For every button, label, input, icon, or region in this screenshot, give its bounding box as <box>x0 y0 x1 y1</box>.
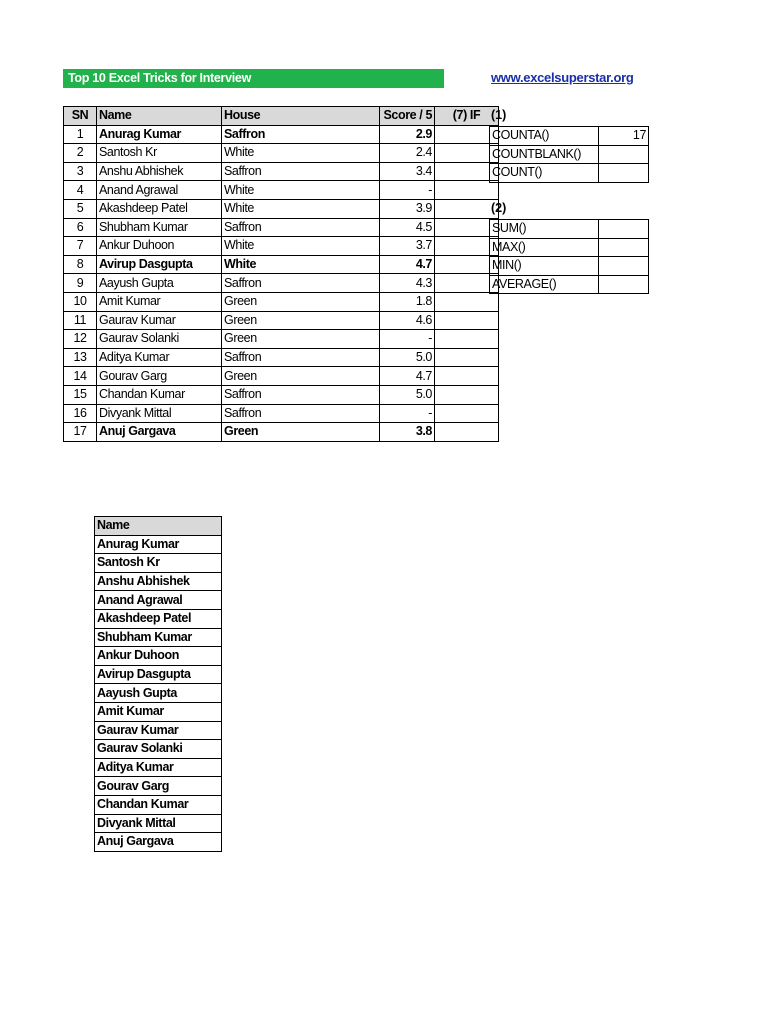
section-2-label: (2) <box>491 201 507 215</box>
function-name-cell[interactable]: COUNT() <box>490 164 599 183</box>
table-row <box>64 181 499 200</box>
score-cell[interactable]: 5.0 <box>380 348 435 367</box>
function-row <box>490 145 649 164</box>
sn-cell[interactable]: 7 <box>64 237 97 256</box>
if-cell[interactable] <box>435 330 499 349</box>
list-item <box>95 684 222 703</box>
if-cell[interactable] <box>435 423 499 442</box>
math-functions-table <box>489 219 649 294</box>
header-score[interactable]: Score / 5 <box>380 107 435 126</box>
table-row <box>64 404 499 423</box>
sn-cell[interactable]: 17 <box>64 423 97 442</box>
function-name-cell[interactable]: COUNTBLANK() <box>490 145 599 164</box>
function-row <box>490 275 649 294</box>
name-cell[interactable]: Amit Kumar <box>97 292 222 311</box>
if-cell[interactable] <box>435 348 499 367</box>
list-item <box>95 591 222 610</box>
list-item <box>95 554 222 573</box>
table-row <box>64 125 499 144</box>
name-cell[interactable]: Gourav Garg <box>97 367 222 386</box>
name-list-cell[interactable]: Gaurav Kumar <box>95 721 222 740</box>
table-row <box>64 237 499 256</box>
sn-cell[interactable]: 5 <box>64 199 97 218</box>
name-list-cell[interactable]: Akashdeep Patel <box>95 609 222 628</box>
sn-cell[interactable]: 16 <box>64 404 97 423</box>
sheet-title: Top 10 Excel Tricks for Interview <box>63 69 444 88</box>
house-cell[interactable]: Saffron <box>222 125 380 144</box>
name-list-cell[interactable]: Aayush Gupta <box>95 684 222 703</box>
if-cell[interactable] <box>435 367 499 386</box>
names-header[interactable]: Name <box>95 517 222 536</box>
score-cell[interactable]: 3.7 <box>380 237 435 256</box>
function-row <box>490 238 649 257</box>
website-link[interactable]: www.excelsuperstar.org <box>491 70 634 85</box>
name-cell[interactable]: Avirup Dasgupta <box>97 255 222 274</box>
count-functions-table <box>489 126 649 183</box>
house-cell[interactable]: Green <box>222 311 380 330</box>
name-cell[interactable]: Divyank Mittal <box>97 404 222 423</box>
names-header-row <box>95 517 222 536</box>
sn-cell[interactable]: 15 <box>64 385 97 404</box>
table-row <box>64 292 499 311</box>
list-item <box>95 814 222 833</box>
sn-cell[interactable]: 6 <box>64 218 97 237</box>
function-row <box>490 127 649 146</box>
name-list-cell[interactable]: Divyank Mittal <box>95 814 222 833</box>
list-item <box>95 758 222 777</box>
list-item <box>95 702 222 721</box>
score-cell[interactable]: - <box>380 330 435 349</box>
score-cell[interactable]: 4.7 <box>380 255 435 274</box>
score-cell[interactable]: 4.6 <box>380 311 435 330</box>
house-cell[interactable]: Saffron <box>222 218 380 237</box>
name-cell[interactable]: Aayush Gupta <box>97 274 222 293</box>
name-list-cell[interactable]: Anuj Gargava <box>95 833 222 852</box>
sn-cell[interactable]: 9 <box>64 274 97 293</box>
house-cell[interactable]: White <box>222 199 380 218</box>
function-value-cell[interactable] <box>599 238 649 257</box>
name-cell[interactable]: Anand Agrawal <box>97 181 222 200</box>
house-cell[interactable]: Green <box>222 367 380 386</box>
list-item <box>95 795 222 814</box>
function-value-cell[interactable] <box>599 220 649 239</box>
sn-cell[interactable]: 10 <box>64 292 97 311</box>
score-cell[interactable]: 4.5 <box>380 218 435 237</box>
sn-cell[interactable]: 13 <box>64 348 97 367</box>
function-name-cell[interactable]: SUM() <box>490 220 599 239</box>
table-row <box>64 255 499 274</box>
name-cell[interactable]: Santosh Kr <box>97 144 222 163</box>
score-cell[interactable]: 4.7 <box>380 367 435 386</box>
function-value-cell[interactable] <box>599 257 649 276</box>
sn-cell[interactable]: 3 <box>64 162 97 181</box>
table-header-row <box>64 107 499 126</box>
list-item <box>95 572 222 591</box>
score-cell[interactable]: 2.9 <box>380 125 435 144</box>
name-list-cell[interactable]: Anand Agrawal <box>95 591 222 610</box>
house-cell[interactable]: Green <box>222 423 380 442</box>
table-row <box>64 348 499 367</box>
score-cell[interactable]: - <box>380 404 435 423</box>
header-name[interactable]: Name <box>97 107 222 126</box>
list-item <box>95 833 222 852</box>
name-list-cell[interactable]: Anshu Abhishek <box>95 572 222 591</box>
function-value-cell[interactable] <box>599 164 649 183</box>
if-cell[interactable] <box>435 311 499 330</box>
list-item <box>95 609 222 628</box>
name-cell[interactable]: Ankur Duhoon <box>97 237 222 256</box>
house-cell[interactable]: Saffron <box>222 274 380 293</box>
house-cell[interactable]: Saffron <box>222 348 380 367</box>
sn-cell[interactable]: 14 <box>64 367 97 386</box>
name-list-cell[interactable]: Chandan Kumar <box>95 795 222 814</box>
sn-cell[interactable]: 11 <box>64 311 97 330</box>
list-item <box>95 740 222 759</box>
house-cell[interactable]: Saffron <box>222 385 380 404</box>
sn-cell[interactable]: 8 <box>64 255 97 274</box>
table-row <box>64 423 499 442</box>
name-cell[interactable]: Akashdeep Patel <box>97 199 222 218</box>
section-1-label: (1) <box>491 108 507 122</box>
name-cell[interactable]: Anurag Kumar <box>97 125 222 144</box>
house-cell[interactable]: Saffron <box>222 404 380 423</box>
name-cell[interactable]: Anuj Gargava <box>97 423 222 442</box>
name-cell[interactable]: Shubham Kumar <box>97 218 222 237</box>
house-cell[interactable]: Green <box>222 292 380 311</box>
score-cell[interactable]: 5.0 <box>380 385 435 404</box>
sn-cell[interactable]: 12 <box>64 330 97 349</box>
header-house[interactable]: House <box>222 107 380 126</box>
function-name-cell[interactable]: MIN() <box>490 257 599 276</box>
house-cell[interactable]: White <box>222 181 380 200</box>
function-row <box>490 220 649 239</box>
function-row <box>490 257 649 276</box>
if-cell[interactable] <box>435 181 499 200</box>
header-sn[interactable]: SN <box>64 107 97 126</box>
list-item <box>95 721 222 740</box>
if-cell[interactable] <box>435 292 499 311</box>
list-item <box>95 665 222 684</box>
name-list-cell[interactable]: Ankur Duhoon <box>95 647 222 666</box>
name-list-cell[interactable]: Santosh Kr <box>95 554 222 573</box>
name-list-cell[interactable]: Avirup Dasgupta <box>95 665 222 684</box>
table-row <box>64 367 499 386</box>
score-cell[interactable]: 3.4 <box>380 162 435 181</box>
if-cell[interactable] <box>435 199 499 218</box>
house-cell[interactable]: White <box>222 255 380 274</box>
house-cell[interactable]: White <box>222 237 380 256</box>
name-cell[interactable]: Aditya Kumar <box>97 348 222 367</box>
table-row <box>64 199 499 218</box>
table-row <box>64 274 499 293</box>
function-value-cell[interactable] <box>599 145 649 164</box>
function-name-cell[interactable]: COUNTA() <box>490 127 599 146</box>
table-row <box>64 218 499 237</box>
table-row <box>64 385 499 404</box>
function-value-cell[interactable] <box>599 275 649 294</box>
sn-cell[interactable]: 1 <box>64 125 97 144</box>
name-cell[interactable]: Gaurav Kumar <box>97 311 222 330</box>
name-list-cell[interactable]: Gourav Garg <box>95 777 222 796</box>
house-cell[interactable]: Saffron <box>222 162 380 181</box>
score-cell[interactable]: 4.3 <box>380 274 435 293</box>
name-cell[interactable]: Gaurav Solanki <box>97 330 222 349</box>
sn-cell[interactable]: 4 <box>64 181 97 200</box>
name-list-cell[interactable]: Amit Kumar <box>95 702 222 721</box>
list-item <box>95 647 222 666</box>
name-list-cell[interactable]: Anurag Kumar <box>95 535 222 554</box>
if-cell[interactable] <box>435 404 499 423</box>
function-row <box>490 164 649 183</box>
list-item <box>95 628 222 647</box>
table-row <box>64 162 499 181</box>
function-value-cell[interactable]: 17 <box>599 127 649 146</box>
table-row <box>64 330 499 349</box>
name-list-cell[interactable]: Gaurav Solanki <box>95 740 222 759</box>
names-table <box>94 516 222 852</box>
name-cell[interactable]: Chandan Kumar <box>97 385 222 404</box>
header-if[interactable]: (7) IF <box>435 107 499 126</box>
score-cell[interactable]: - <box>380 181 435 200</box>
function-name-cell[interactable]: AVERAGE() <box>490 275 599 294</box>
if-cell[interactable] <box>435 385 499 404</box>
score-cell[interactable]: 3.9 <box>380 199 435 218</box>
sn-cell[interactable]: 2 <box>64 144 97 163</box>
list-item <box>95 777 222 796</box>
table-row <box>64 144 499 163</box>
house-cell[interactable]: Green <box>222 330 380 349</box>
name-list-cell[interactable]: Shubham Kumar <box>95 628 222 647</box>
name-cell[interactable]: Anshu Abhishek <box>97 162 222 181</box>
score-cell[interactable]: 2.4 <box>380 144 435 163</box>
function-name-cell[interactable]: MAX() <box>490 238 599 257</box>
table-row <box>64 311 499 330</box>
score-cell[interactable]: 3.8 <box>380 423 435 442</box>
name-list-cell[interactable]: Aditya Kumar <box>95 758 222 777</box>
score-cell[interactable]: 1.8 <box>380 292 435 311</box>
student-score-table <box>63 106 499 442</box>
house-cell[interactable]: White <box>222 144 380 163</box>
list-item <box>95 535 222 554</box>
